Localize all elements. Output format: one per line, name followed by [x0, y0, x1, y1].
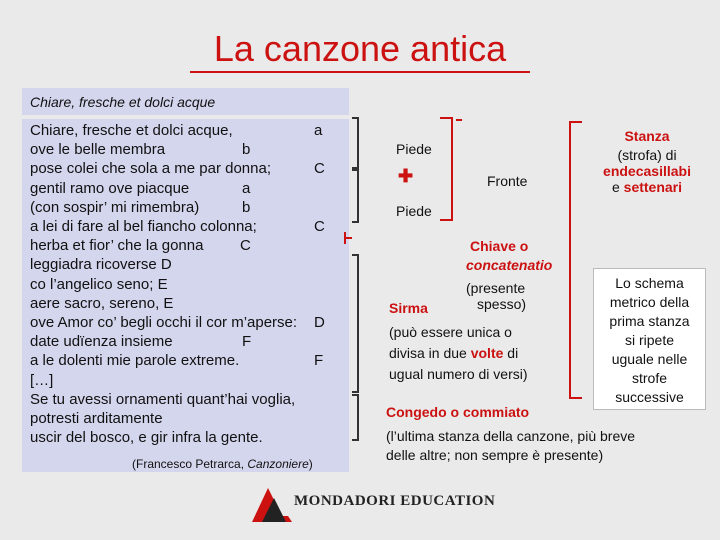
- poem-credit: (Francesco Petrarca, Canzoniere): [132, 457, 313, 471]
- label-sirma: Sirma: [389, 300, 428, 316]
- sirma-note-1: (può essere unica o: [389, 324, 512, 340]
- label-chiave-note-2: spesso): [477, 296, 527, 312]
- label-piede-1: Piede: [396, 141, 432, 157]
- bracket-piede-1: [352, 118, 358, 168]
- poem-line: potresti arditamente: [30, 410, 163, 427]
- poem-line: leggiadra ricoverse D: [30, 256, 172, 274]
- poem-line: a le dolenti mie parole extreme.: [30, 352, 240, 370]
- schema-note-box: [593, 268, 706, 410]
- page-title: La canzone antica: [213, 28, 507, 69]
- rhyme-letter: C: [314, 218, 325, 235]
- plus-icon: ✚: [398, 166, 414, 186]
- poem-line: Chiare, fresche et dolci acque,: [30, 122, 233, 139]
- mondadori-logo-icon: [248, 484, 292, 524]
- bracket-congedo: [352, 395, 358, 440]
- poem-line: pose colei che sola a me par donna;: [30, 160, 271, 178]
- publisher-logo: [248, 482, 496, 532]
- bracket-sirma: [352, 255, 358, 392]
- poem-line: aere sacro, sereno, E: [30, 294, 174, 312]
- stanza-line-2: endecasillabi: [603, 163, 691, 179]
- poem-line: uscir del bosco, e gir infra la gente.: [30, 429, 263, 447]
- congedo-note-2: delle altre; non sempre è presente): [386, 447, 604, 463]
- label-concatenatio: concatenatio: [466, 257, 553, 273]
- rhyme-letter: b: [242, 198, 251, 216]
- congedo-note-1: (l’ultima stanza della canzone, più breve: [386, 428, 636, 444]
- rhyme-letter: F: [242, 333, 252, 351]
- rhyme-letter: D: [314, 314, 325, 331]
- poem-line: herba et fior’ che la gonna: [30, 237, 204, 255]
- poem-line: a lei di fare al bel fiancho colonna;: [30, 218, 257, 235]
- sirma-note-2: divisa in due volte di: [389, 345, 519, 361]
- label-piede-2: Piede: [396, 203, 432, 219]
- label-fronte: Fronte: [487, 173, 528, 189]
- rhyme-letter: a: [242, 179, 251, 197]
- bracket-stanza: [570, 122, 582, 398]
- stanza-label: [584, 128, 710, 195]
- sirma-note-3: ugual numero di versi): [389, 366, 528, 382]
- rhyme-letter: a: [314, 122, 323, 139]
- bracket-fronte: [440, 118, 452, 220]
- rhyme-letter: F: [314, 352, 324, 370]
- stanza-line-3: e settenari: [611, 179, 683, 195]
- poem-line: date udïenza insieme: [30, 333, 173, 351]
- poem-heading: Chiare, fresche et dolci acque: [30, 94, 216, 110]
- poem-line: gentil ramo ove piacque: [30, 179, 190, 197]
- stanza-title: Stanza: [624, 128, 670, 144]
- label-chiave-note-1: (presente: [466, 280, 526, 296]
- bracket-piede-2: [352, 170, 358, 222]
- label-chiave: Chiave o: [470, 238, 529, 254]
- poem-line: ove Amor co’ begli occhi il cor m’aperse:: [30, 314, 298, 331]
- rhyme-letter: C: [314, 160, 325, 178]
- poem-line: (con sospir’ mi rimembra): [30, 198, 200, 216]
- poem-line: ove le belle membra: [30, 141, 166, 159]
- rhyme-letter: b: [242, 141, 251, 159]
- poem-line: co l’angelico seno; E: [30, 275, 168, 293]
- schema-note: Lo schema metrico della prima stanza si ripete uguale nelle strofe successive: [609, 275, 690, 405]
- publisher-name: MONDADORI EDUCATION: [294, 493, 496, 509]
- rhyme-letter: C: [240, 237, 251, 255]
- label-congedo: Congedo o commiato: [386, 404, 530, 420]
- stanza-line-1: (strofa) di: [617, 147, 677, 163]
- poem-line: Se tu avessi ornamenti quant’hai voglia,: [30, 390, 296, 408]
- poem-line: […]: [30, 371, 54, 389]
